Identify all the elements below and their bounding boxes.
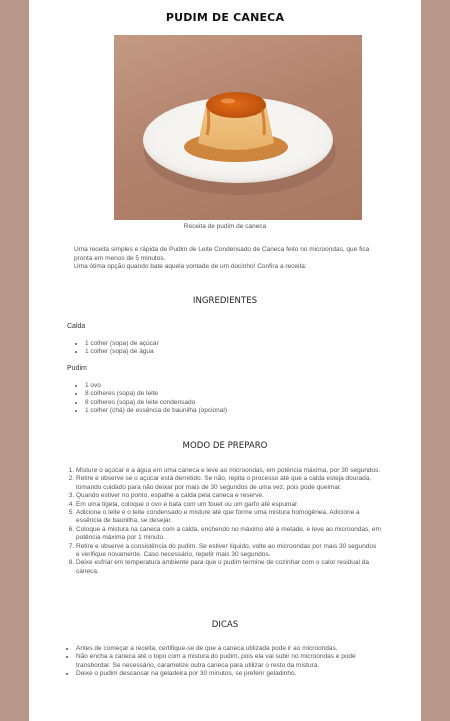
list-item: • 1 colher (chá) de essência de baunilha (opcional) xyxy=(85,407,385,415)
list-item: • 1 colher (sopa) de água xyxy=(85,348,385,356)
pudim-subheading: Pudim xyxy=(67,365,87,372)
page-title: PUDIM DE CANECA xyxy=(165,11,285,24)
dicas-list xyxy=(66,645,381,679)
dicas-heading: DICAS xyxy=(211,620,239,630)
list-item: 1. Misture o açúcar e a água em uma caneca e leve ao microondas, em potência máxima, por 30 segundos. xyxy=(76,467,381,475)
list-item: 2. Retire e observe se o açúcar está derretido. Se não, repita o processo até que a calda esteja dourada, tomando cuidado para não deixar por mais de 30 segundos de uma vez, pois pode queimar. xyxy=(76,475,381,492)
calda-subheading: Calda xyxy=(67,323,86,330)
recipe-page xyxy=(29,0,421,721)
intro-paragraph: Uma ótima opção quando bate aquela vontade de um docinho! Confira a receita: xyxy=(74,263,307,271)
pudim-list xyxy=(75,382,385,416)
list-item: • 1 ovo xyxy=(85,382,385,390)
ingredients-heading: INGREDIENTES xyxy=(192,296,258,306)
list-item: • 8 colheres (sopa) de leite xyxy=(85,390,385,398)
flan-top xyxy=(206,92,266,118)
list-item: • 8 colheres (sopa) de leite condensado xyxy=(85,399,385,407)
calda-list xyxy=(75,340,385,357)
list-item: 8. Deixe esfriar em temperatura ambiente para que o pudim termine de cozinhar com o calor residual da caneca. xyxy=(76,559,381,576)
list-item: 4. Em uma tigela, coloque o ovo e bata com um fouet ou um garfo até espumar. xyxy=(76,501,381,509)
list-item: 7. Retire e observe a consistência do pudim. Se estiver líquido, volte ao microondas por mais 30 segundos e verifique novamente. Caso necessário, repetir mais 30 segundos. xyxy=(76,543,381,560)
pudim-illustration xyxy=(114,35,362,220)
preparo-steps xyxy=(66,467,381,576)
list-item: 3. Quando estiver no ponto, espalhe a calda pela caneca e reserve. xyxy=(76,492,381,500)
preparo-heading: MODO DE PREPARO xyxy=(182,441,268,451)
pudim-photo xyxy=(114,35,362,220)
intro-paragraph: Uma receita simples e rápida de Pudim de Leite Condensado de Caneca feito no microondas, que fica pronta em menos de 5 minutos. xyxy=(74,246,370,262)
list-item: 6. Coloque a mistura na caneca com a calda, enchendo no máximo até a metade, e leve ao microondas, em potência máxima por 1 minuto. xyxy=(76,526,381,543)
intro-text xyxy=(74,246,374,272)
list-item: • 1 colher (sopa) de açúcar xyxy=(85,340,385,348)
list-item: • Antes de começar a receita, certifique-se de que a caneca utilizada pode ir ao microondas. xyxy=(76,645,381,653)
list-item: • Deixe o pudim descansar na geladeira por 30 minutos, se preferir geladinho. xyxy=(76,670,381,678)
list-item: • Não encha a caneca até o topo com a mistura do pudim, pois ela vai subir no microondas e pode transbordar. Se necessário, caramelize outra caneca para utilizar o resto da mistura. xyxy=(76,653,381,670)
image-caption: Receita de pudim de caneca xyxy=(183,223,267,230)
list-item: 5. Adicione o leite e o leite condensado e misture até que forme uma mistura homogênea. Adicione a essência de baunilha, se desejar. xyxy=(76,509,381,526)
